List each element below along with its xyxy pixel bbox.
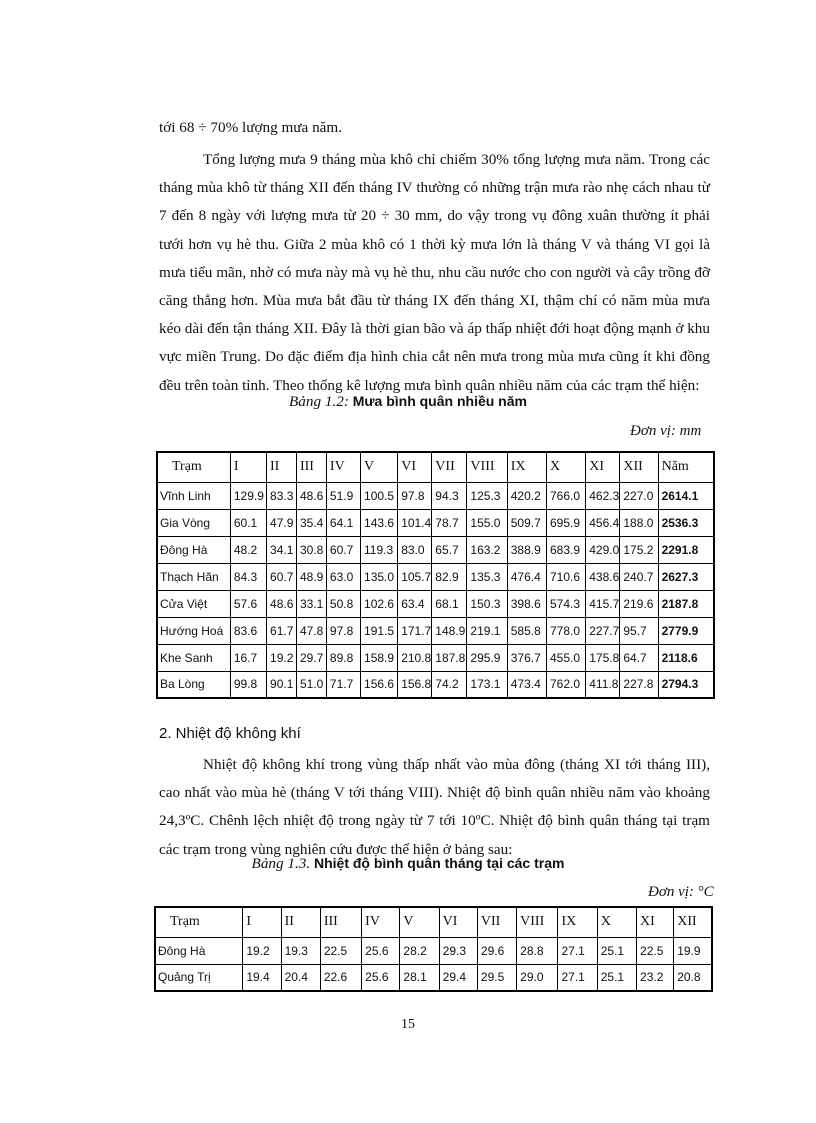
value-cell: 156.6 (361, 671, 398, 698)
value-cell: 60.7 (267, 563, 297, 590)
value-cell: 25.1 (597, 964, 636, 991)
header-cell: V (400, 907, 439, 937)
value-cell: 376.7 (507, 644, 546, 671)
value-cell: 210.8 (398, 644, 432, 671)
table-header-row (157, 452, 714, 482)
value-cell: 47.8 (296, 617, 326, 644)
table-temp-unit: Đơn vị: °C (648, 884, 714, 900)
header-cell: XII (674, 907, 712, 937)
annual-total-cell: 2614.1 (658, 482, 714, 509)
header-cell: IX (558, 907, 597, 937)
value-cell: 119.3 (361, 536, 398, 563)
value-cell: 48.6 (267, 590, 297, 617)
paragraph-rainfall: Tổng lượng mưa 9 tháng mùa khô chỉ chiếm 30% tổng lượng mưa năm. Trong các tháng mùa khô từ tháng XII đến tháng IV thường có những trận mưa rào nhẹ cách nhau từ 7 đến 8 ngày với lượng mưa từ 20 ÷ 30 mm, do vậy trong vụ đông xuân thường ít phải tưới hơn vụ hè thu. Giữa 2 mùa khô có 1 thời kỳ mưa lớn là tháng V và tháng VI gọi là mưa tiểu mãn, nhờ có mưa này mà vụ hè thu, nhu cầu nước cho con người và cây trồng đỡ căng thẳng hơn. Mùa mưa bắt đầu từ tháng IX đến tháng XI, thậm chí có năm mùa mưa kéo dài đến tận tháng XII. Đây là thời gian bão và áp thấp nhiệt đới hoạt động mạnh ở khu vực miền Trung. Do đặc điểm địa hình chia cắt nên mưa trong mùa mưa cũng ít khi đồng đều trên toàn tỉnh. Theo thống kê lượng mưa bình quân nhiều năm của các trạm thể hiện: (159, 151, 710, 394)
value-cell: 158.9 (361, 644, 398, 671)
table-row (157, 590, 714, 617)
header-cell: VI (398, 452, 432, 482)
annual-total-cell: 2779.9 (658, 617, 714, 644)
value-cell: 398.6 (507, 590, 546, 617)
value-cell: 22.6 (320, 964, 361, 991)
value-cell: 438.6 (586, 563, 620, 590)
value-cell: 100.5 (361, 482, 398, 509)
header-cell: VII (432, 452, 467, 482)
value-cell: 25.6 (362, 964, 400, 991)
table-rain-caption-label: Bảng 1.2: (289, 393, 349, 410)
value-cell: 23.2 (637, 964, 674, 991)
value-cell: 188.0 (620, 509, 658, 536)
value-cell: 50.8 (326, 590, 360, 617)
value-cell: 135.3 (467, 563, 507, 590)
value-cell: 25.1 (597, 937, 636, 964)
value-cell: 82.9 (432, 563, 467, 590)
header-cell: IV (326, 452, 360, 482)
page-number: 15 (401, 1017, 415, 1032)
value-cell: 102.6 (361, 590, 398, 617)
annual-total-cell: 2794.3 (658, 671, 714, 698)
value-cell: 420.2 (507, 482, 546, 509)
value-cell: 57.6 (230, 590, 266, 617)
header-cell: V (361, 452, 398, 482)
value-cell: 48.6 (296, 482, 326, 509)
value-cell: 462.3 (586, 482, 620, 509)
header-cell-station: Trạm (157, 452, 230, 482)
value-cell: 411.8 (586, 671, 620, 698)
rainfall-table (156, 451, 715, 699)
header-cell: I (230, 452, 266, 482)
value-cell: 94.3 (432, 482, 467, 509)
value-cell: 61.7 (267, 617, 297, 644)
header-cell: X (546, 452, 585, 482)
value-cell: 19.2 (267, 644, 297, 671)
value-cell: 95.7 (620, 617, 658, 644)
value-cell: 585.8 (507, 617, 546, 644)
value-cell: 29.4 (439, 964, 477, 991)
table-temp-caption-title: Nhiệt độ bình quân tháng tại các trạm (313, 855, 565, 871)
temperature-table-body (155, 907, 712, 991)
header-cell: VIII (517, 907, 558, 937)
value-cell: 429.0 (586, 536, 620, 563)
header-cell: X (597, 907, 636, 937)
table-temp-caption (0, 855, 816, 873)
header-cell: II (267, 452, 297, 482)
value-cell: 48.2 (230, 536, 266, 563)
table-row (157, 563, 714, 590)
value-cell: 683.9 (546, 536, 585, 563)
value-cell: 509.7 (507, 509, 546, 536)
value-cell: 574.3 (546, 590, 585, 617)
table-row (157, 509, 714, 536)
header-cell: I (243, 907, 281, 937)
value-cell: 78.7 (432, 509, 467, 536)
value-cell: 778.0 (546, 617, 585, 644)
table-row (157, 671, 714, 698)
header-cell: IV (362, 907, 400, 937)
value-cell: 60.7 (326, 536, 360, 563)
table-temp-caption-label: Bảng 1.3. (251, 855, 311, 872)
header-cell: XII (620, 452, 658, 482)
value-cell: 240.7 (620, 563, 658, 590)
table-row (157, 617, 714, 644)
value-cell: 29.0 (517, 964, 558, 991)
value-cell: 295.9 (467, 644, 507, 671)
value-cell: 83.6 (230, 617, 266, 644)
value-cell: 47.9 (267, 509, 297, 536)
header-cell-station: Trạm (155, 907, 243, 937)
header-cell: II (281, 907, 320, 937)
value-cell: 84.3 (230, 563, 266, 590)
value-cell: 68.1 (432, 590, 467, 617)
value-cell: 150.3 (467, 590, 507, 617)
value-cell: 28.1 (400, 964, 439, 991)
header-cell: VIII (467, 452, 507, 482)
value-cell: 64.7 (620, 644, 658, 671)
value-cell: 710.6 (546, 563, 585, 590)
value-cell: 187.8 (432, 644, 467, 671)
value-cell: 29.7 (296, 644, 326, 671)
value-cell: 19.9 (674, 937, 712, 964)
value-cell: 28.8 (517, 937, 558, 964)
station-name-cell: Khe Sanh (157, 644, 230, 671)
value-cell: 191.5 (361, 617, 398, 644)
value-cell: 105.7 (398, 563, 432, 590)
value-cell: 175.8 (586, 644, 620, 671)
value-cell: 155.0 (467, 509, 507, 536)
station-name-cell: Cửa Việt (157, 590, 230, 617)
value-cell: 30.8 (296, 536, 326, 563)
value-cell: 163.2 (467, 536, 507, 563)
station-name-cell: Đông Hà (155, 937, 243, 964)
value-cell: 63.4 (398, 590, 432, 617)
value-cell: 125.3 (467, 482, 507, 509)
value-cell: 456.4 (586, 509, 620, 536)
station-name-cell: Quảng Trị (155, 964, 243, 991)
table-header-row (155, 907, 712, 937)
value-cell: 90.1 (267, 671, 297, 698)
value-cell: 20.8 (674, 964, 712, 991)
station-name-cell: Gia Vòng (157, 509, 230, 536)
value-cell: 83.3 (267, 482, 297, 509)
value-cell: 51.0 (296, 671, 326, 698)
header-cell: III (320, 907, 361, 937)
paragraph-continuation: tới 68 ÷ 70% lượng mưa năm. (159, 119, 343, 136)
value-cell: 227.7 (586, 617, 620, 644)
value-cell: 156.8 (398, 671, 432, 698)
table-row (157, 536, 714, 563)
value-cell: 29.6 (477, 937, 516, 964)
table-rain-unit: Đơn vị: mm (630, 423, 702, 439)
value-cell: 65.7 (432, 536, 467, 563)
annual-total-cell: 2536.3 (658, 509, 714, 536)
table-rain-caption-title: Mưa bình quân nhiều năm (352, 393, 527, 409)
station-name-cell: Thạch Hãn (157, 563, 230, 590)
value-cell: 473.4 (507, 671, 546, 698)
table-row (157, 644, 714, 671)
value-cell: 148.9 (432, 617, 467, 644)
value-cell: 695.9 (546, 509, 585, 536)
header-cell: VII (477, 907, 516, 937)
value-cell: 175.2 (620, 536, 658, 563)
value-cell: 135.0 (361, 563, 398, 590)
value-cell: 25.6 (362, 937, 400, 964)
value-cell: 388.9 (507, 536, 546, 563)
header-cell: XI (586, 452, 620, 482)
value-cell: 28.2 (400, 937, 439, 964)
table-rain-caption (0, 393, 816, 411)
header-cell: VI (439, 907, 477, 937)
value-cell: 97.8 (326, 617, 360, 644)
value-cell: 48.9 (296, 563, 326, 590)
table-row (157, 482, 714, 509)
station-name-cell: Hướng Hoá (157, 617, 230, 644)
table-row (155, 937, 712, 964)
value-cell: 51.9 (326, 482, 360, 509)
value-cell: 27.1 (558, 937, 597, 964)
value-cell: 762.0 (546, 671, 585, 698)
value-cell: 34.1 (267, 536, 297, 563)
value-cell: 64.1 (326, 509, 360, 536)
header-cell: Năm (658, 452, 714, 482)
value-cell: 101.4 (398, 509, 432, 536)
value-cell: 29.5 (477, 964, 516, 991)
value-cell: 16.7 (230, 644, 266, 671)
temperature-table (154, 906, 713, 992)
paragraph-temperature: Nhiệt độ không khí trong vùng thấp nhất vào mùa đông (tháng XI tới tháng III), cao nhất vào mùa hè (tháng V tới tháng VIII). Nhiệt độ bình quân nhiều năm vào khoảng 24,3ºC. Chênh lệch nhiệt độ trong ngày từ 7 tới 10ºC. Nhiệt độ bình quân tháng tại trạm các trạm trong vùng nghiên cứu được thể hiện ở bảng sau: (159, 756, 710, 858)
value-cell: 74.2 (432, 671, 467, 698)
value-cell: 219.1 (467, 617, 507, 644)
value-cell: 219.6 (620, 590, 658, 617)
annual-total-cell: 2627.3 (658, 563, 714, 590)
value-cell: 227.8 (620, 671, 658, 698)
header-cell: III (296, 452, 326, 482)
value-cell: 60.1 (230, 509, 266, 536)
value-cell: 129.9 (230, 482, 266, 509)
value-cell: 63.0 (326, 563, 360, 590)
header-cell: XI (637, 907, 674, 937)
table-row (155, 964, 712, 991)
section-heading-temperature: 2. Nhiệt độ không khí (159, 725, 301, 742)
value-cell: 35.4 (296, 509, 326, 536)
station-name-cell: Ba Lòng (157, 671, 230, 698)
value-cell: 173.1 (467, 671, 507, 698)
value-cell: 97.8 (398, 482, 432, 509)
value-cell: 171.7 (398, 617, 432, 644)
value-cell: 766.0 (546, 482, 585, 509)
value-cell: 19.4 (243, 964, 281, 991)
header-cell: IX (507, 452, 546, 482)
station-name-cell: Vĩnh Linh (157, 482, 230, 509)
value-cell: 476.4 (507, 563, 546, 590)
value-cell: 29.3 (439, 937, 477, 964)
annual-total-cell: 2187.8 (658, 590, 714, 617)
value-cell: 20.4 (281, 964, 320, 991)
value-cell: 143.6 (361, 509, 398, 536)
value-cell: 71.7 (326, 671, 360, 698)
value-cell: 19.2 (243, 937, 281, 964)
annual-total-cell: 2118.6 (658, 644, 714, 671)
value-cell: 89.8 (326, 644, 360, 671)
value-cell: 33.1 (296, 590, 326, 617)
value-cell: 227.0 (620, 482, 658, 509)
value-cell: 83.0 (398, 536, 432, 563)
value-cell: 22.5 (320, 937, 361, 964)
rainfall-table-body (157, 452, 714, 698)
value-cell: 415.7 (586, 590, 620, 617)
value-cell: 19.3 (281, 937, 320, 964)
value-cell: 99.8 (230, 671, 266, 698)
value-cell: 27.1 (558, 964, 597, 991)
annual-total-cell: 2291.8 (658, 536, 714, 563)
value-cell: 455.0 (546, 644, 585, 671)
station-name-cell: Đông Hà (157, 536, 230, 563)
value-cell: 22.5 (637, 937, 674, 964)
